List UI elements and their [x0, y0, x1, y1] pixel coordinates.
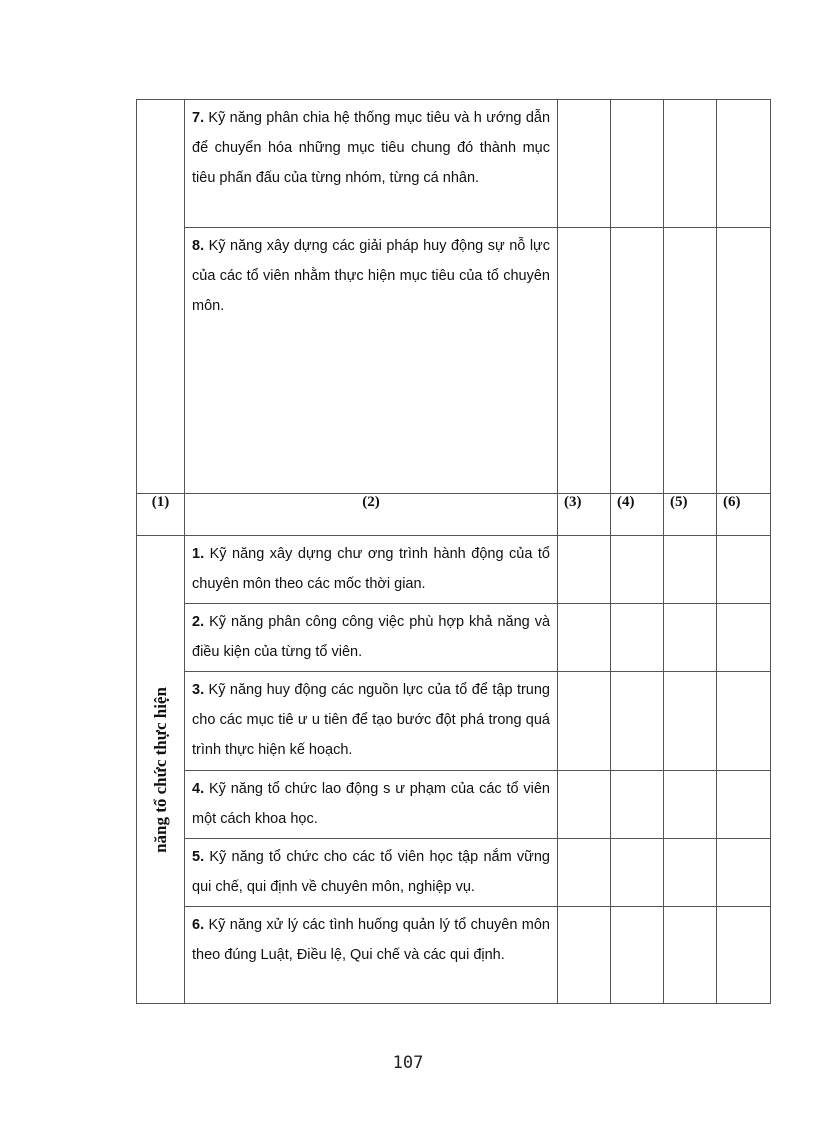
rating-cell-4[interactable] [611, 228, 664, 494]
rating-cell-3[interactable] [558, 672, 611, 771]
item-number: 5. [192, 849, 205, 865]
item-cell [185, 100, 558, 228]
rating-cell-6[interactable] [717, 672, 771, 771]
item-number: 6. [192, 917, 205, 933]
item-number: 3. [192, 682, 205, 698]
column-header-2: (2) [185, 494, 558, 536]
rating-cell-6[interactable] [717, 536, 771, 604]
rating-cell-6[interactable] [717, 839, 771, 907]
column-header-5: (5) [664, 494, 717, 536]
table-row [137, 771, 771, 839]
table-row [137, 907, 771, 1004]
item-text: Kỹ năng xây dựng các giải pháp huy động sự nỗ lực của các tổ viên nhằm thực hiện mục tiêu của tổ chuyên môn. [192, 238, 550, 314]
rating-cell-3[interactable] [558, 907, 611, 1004]
rating-cell-5[interactable] [664, 536, 717, 604]
rating-cell-4[interactable] [611, 839, 664, 907]
item-number: 8. [192, 238, 205, 254]
rating-cell-3[interactable] [558, 100, 611, 228]
rating-cell-3[interactable] [558, 771, 611, 839]
rating-cell-3[interactable] [558, 839, 611, 907]
item-number: 7. [192, 110, 205, 126]
rating-cell-4[interactable] [611, 604, 664, 672]
rating-cell-4[interactable] [611, 100, 664, 228]
item-cell [185, 228, 558, 494]
rating-cell-3[interactable] [558, 536, 611, 604]
item-number: 4. [192, 781, 205, 797]
table-row [137, 536, 771, 604]
table-row [137, 100, 771, 228]
item-cell [185, 672, 558, 771]
item-text: Kỹ năng xử lý các tình huống quản lý tổ chuyên môn theo đúng Luật, Điều lệ, Qui chế và các qui định. [192, 917, 550, 963]
item-cell [185, 604, 558, 672]
rating-cell-4[interactable] [611, 771, 664, 839]
item-cell [185, 536, 558, 604]
item-number: 2. [192, 614, 205, 630]
rating-cell-5[interactable] [664, 228, 717, 494]
rating-cell-6[interactable] [717, 604, 771, 672]
table-row [137, 672, 771, 771]
rating-cell-5[interactable] [664, 839, 717, 907]
rating-cell-5[interactable] [664, 907, 717, 1004]
column-header-3: (3) [558, 494, 611, 536]
rating-cell-6[interactable] [717, 907, 771, 1004]
rating-cell-3[interactable] [558, 604, 611, 672]
item-text: Kỹ năng xây dựng chư ơng trình hành động của tổ chuyên môn theo các mốc thời gian. [192, 546, 550, 592]
section-vertical-label: năng tổ chức thực hiện [150, 686, 170, 853]
rating-cell-5[interactable] [664, 100, 717, 228]
column-header-1: (1) [137, 494, 185, 536]
table-row [137, 604, 771, 672]
item-text: Kỹ năng phân công công việc phù hợp khả năng và điều kiện của từng tổ viên. [192, 614, 551, 660]
rating-cell-6[interactable] [717, 771, 771, 839]
column-header-row [137, 494, 771, 536]
rating-cell-5[interactable] [664, 604, 717, 672]
column-header-6: (6) [717, 494, 771, 536]
item-text: Kỹ năng huy động các nguồn lực của tổ để tập trung cho các mục tiê ư u tiên để tạo bước đột phá trong quá trình thực hiện kế hoạch. [192, 682, 550, 758]
item-text: Kỹ năng tổ chức cho các tổ viên học tập nắm vững qui chế, qui định về chuyên môn, nghiệp vụ. [192, 849, 550, 895]
empty-category-cell [137, 100, 185, 494]
item-text: Kỹ năng phân chia hệ thống mục tiêu và h ướng dẫn để chuyển hóa những mục tiêu chung đó thành mục tiêu phấn đấu của từng nhóm, từng cá nhân. [192, 110, 551, 186]
rating-cell-5[interactable] [664, 771, 717, 839]
item-cell [185, 839, 558, 907]
page-number: 107 [392, 1053, 424, 1073]
item-text: Kỹ năng tổ chức lao động s ư phạm của các tổ viên một cách khoa học. [192, 781, 550, 827]
rating-cell-4[interactable] [611, 536, 664, 604]
survey-table [136, 99, 771, 1004]
rating-cell-5[interactable] [664, 672, 717, 771]
table-row [137, 839, 771, 907]
item-number: 1. [192, 546, 205, 562]
item-cell [185, 771, 558, 839]
section-label-cell [137, 536, 185, 1004]
rating-cell-3[interactable] [558, 228, 611, 494]
rating-cell-4[interactable] [611, 672, 664, 771]
rating-cell-6[interactable] [717, 228, 771, 494]
column-header-4: (4) [611, 494, 664, 536]
rating-cell-4[interactable] [611, 907, 664, 1004]
table-row [137, 228, 771, 494]
item-cell [185, 907, 558, 1004]
rating-cell-6[interactable] [717, 100, 771, 228]
